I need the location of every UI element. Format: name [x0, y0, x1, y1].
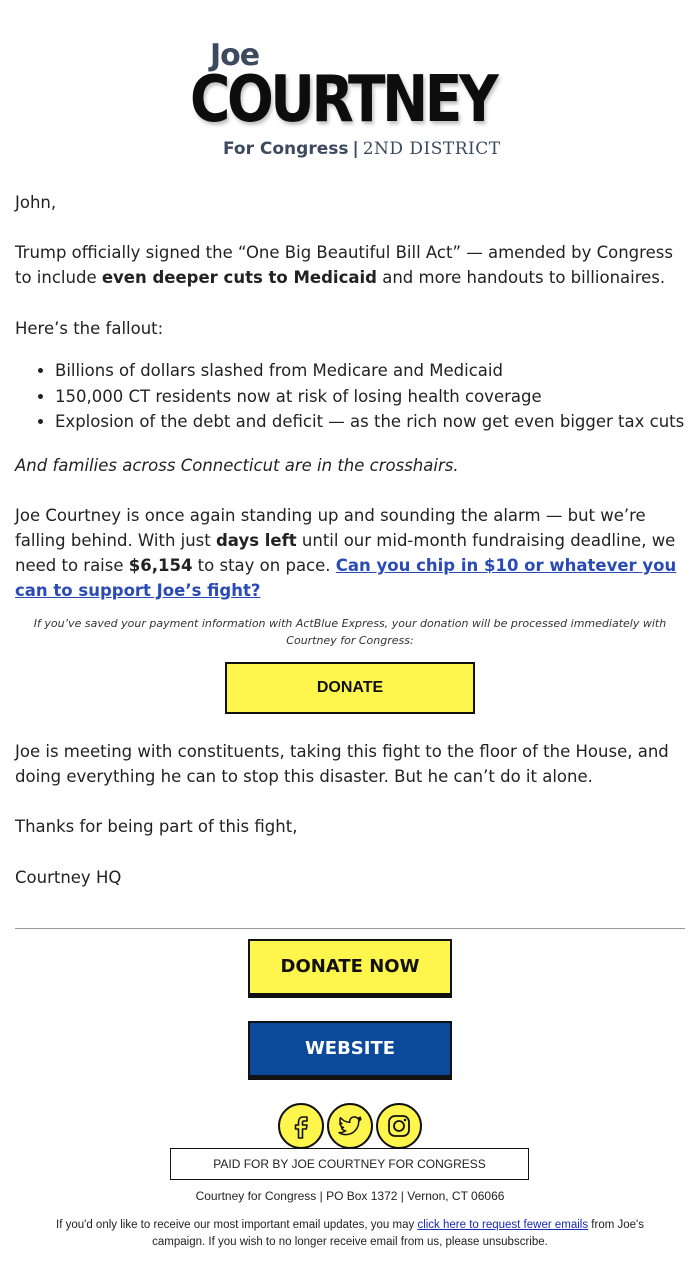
logo-last-name: COURTNEY	[190, 63, 496, 137]
paragraph-fundraising-text-b: until our mid-month fundraising deadline, we need to raise	[15, 531, 676, 575]
logo-district: 2ND DISTRICT	[362, 139, 501, 159]
days-left-bold: days left	[216, 531, 297, 550]
website-button[interactable]: WEBSITE	[248, 1021, 452, 1080]
notice-text-a: If you'd only like to receive our most important email updates, you may	[56, 1219, 418, 1231]
chip-in-link[interactable]: Can you chip in $10 or whatever you can to support Joe’s fight?	[15, 556, 677, 600]
notice-text-b: from Joe's campaign. If you wish to no longer receive email from us, please unsubscribe.	[152, 1219, 644, 1248]
donate-button[interactable]: DONATE	[225, 662, 475, 714]
campaign-logo	[190, 38, 510, 163]
paragraph-fundraising	[15, 503, 687, 603]
mailing-address: Courtney for Congress | PO Box 1372 | Vernon, CT 06066	[195, 1189, 505, 1203]
list-item: • Explosion of the debt and deficit — as the rich now get even bigger tax cuts	[55, 409, 700, 435]
paragraph-bill	[15, 240, 687, 290]
instagram-glyph	[384, 1111, 414, 1141]
list-item: • 150,000 CT residents now at risk of losing health coverage	[55, 384, 700, 410]
paragraph-meeting: Joe is meeting with constituents, taking this fight to the floor of the House, and doing everything he can to stop this disaster. But he can’t do it alone.	[15, 742, 669, 786]
signoff: Courtney HQ	[15, 868, 122, 887]
fewer-emails-link[interactable]: click here to request fewer emails	[417, 1219, 589, 1231]
facebook-glyph	[286, 1111, 316, 1141]
twitter-glyph	[335, 1111, 365, 1141]
paragraph-fundraising-text-c: to stay on pace.	[192, 556, 336, 575]
goal-amount-bold: $6,154	[128, 556, 193, 575]
logo-separator: |	[352, 139, 359, 159]
logo-tagline	[223, 139, 501, 159]
paragraph-bill-text-a: Trump officially signed the “One Big Beautiful Bill Act” — amended by Congress to include	[15, 243, 673, 287]
italic-line-text: And families across Connecticut are in the crosshairs.	[15, 456, 459, 475]
donate-now-button[interactable]: DONATE NOW	[248, 939, 452, 998]
list-item: • Billions of dollars slashed from Medicare and Medicaid	[55, 358, 700, 384]
greeting: John,	[15, 193, 57, 212]
fallout-list	[15, 358, 700, 435]
logo-for-congress: For Congress	[223, 139, 349, 159]
fallout-intro: Here’s the fallout:	[15, 319, 164, 338]
paragraph-fundraising-text-a: Joe Courtney is once again standing up and sounding the alarm — but we’re falling behind. With just	[15, 506, 646, 550]
instagram-icon[interactable]	[376, 1103, 422, 1149]
facebook-icon[interactable]	[278, 1103, 324, 1149]
paragraph-bill-text-b: and more handouts to billionaires.	[376, 268, 666, 287]
unsubscribe-notice	[30, 1217, 670, 1251]
divider	[15, 928, 685, 929]
actblue-note: If you’ve saved your payment information with ActBlue Express, your donation will be processed immediately with Courtney for Congress:	[33, 617, 667, 647]
paragraph-bill-bold: even deeper cuts to Medicaid	[101, 268, 377, 287]
logo-first-name: Joe	[210, 38, 260, 73]
twitter-icon[interactable]	[327, 1103, 373, 1149]
thanks-line: Thanks for being part of this fight,	[15, 817, 298, 836]
paid-for-disclaimer: PAID FOR BY JOE COURTNEY FOR CONGRESS	[170, 1148, 529, 1180]
italic-line	[15, 453, 687, 478]
